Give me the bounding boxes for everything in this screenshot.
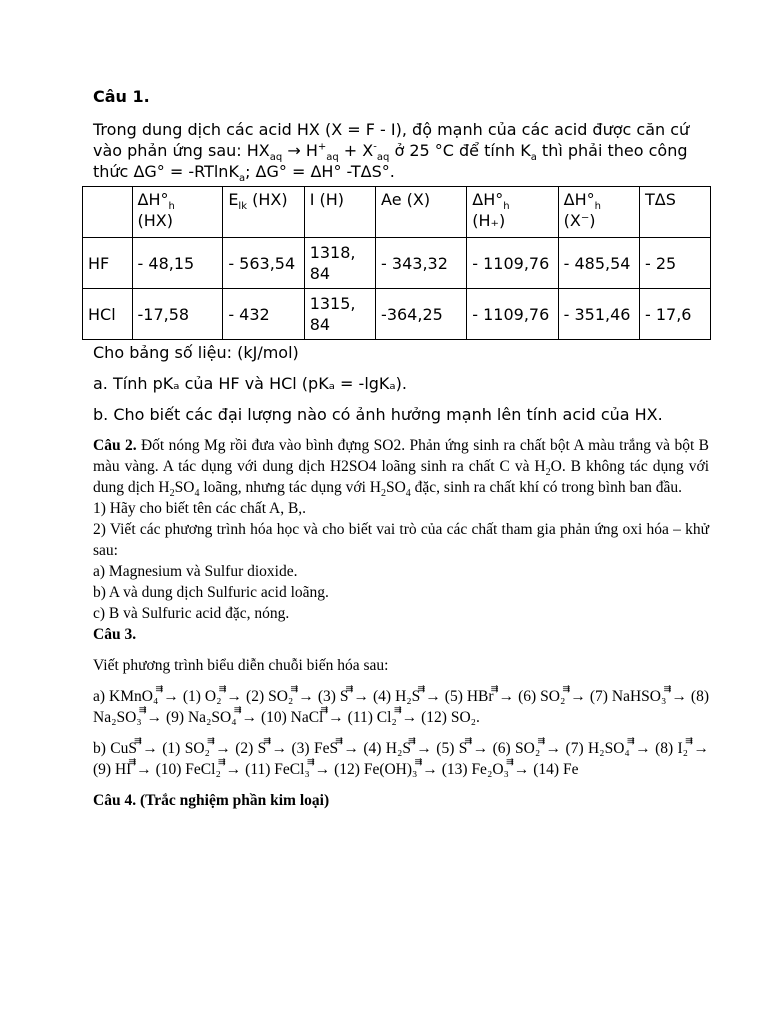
q2-text: Câu 2. Đốt nóng Mg rồi đưa vào bình đựng SO2. Phản ứng sinh ra chất bột A màu trắng và bột B màu vàng. A tác dụng với dung dịch H2SO4 loãng sinh ra chất C và $H_2O$. B không tác dụng với dung dịch $H_2SO_4$ loãng, nhưng tác dụng với $H_2SO_4$ đặc, sinh ra chất khí có trong bình ban đầu.	[93, 437, 709, 500]
q3-label: Câu 3.	[93, 626, 137, 643]
table-cell: - 485,54	[558, 238, 639, 289]
q4-label: Câu 4. (Trắc nghiệm phần kim loại)	[93, 792, 330, 809]
table-header-cell: $\Delta H^\circ_h$ (HX)	[132, 187, 223, 238]
table-header-cell	[83, 187, 133, 238]
q3-chain-a: a) KMnO₄ ⃗⃗⃗→ (1) O₂ ⃗⃗⃗→ (2) SO₂ ⃗⃗⃗→ (3) S ⃗⃗⃗→ (4) H₂S ⃗⃗⃗→ (5) HBr ⃗⃗⃗→ (6) SO₂ ⃗⃗⃗→ (7) NaHSO₃ ⃗⃗⃗→ (8) Na₂SO₃ ⃗⃗⃗→ (9) Na₂SO₄ ⃗⃗⃗→ (10) NaCl ⃗⃗⃗→ (11) Cl₂ ⃗⃗⃗→ (12) SO₂.	[93, 688, 709, 726]
table-cell: 1318, 84	[304, 238, 375, 289]
table-cell: -364,25	[376, 289, 467, 340]
table-cell: - 351,46	[558, 289, 639, 340]
thermo-data-table	[82, 186, 711, 340]
q1-data-note: Cho bảng số liệu: (kJ/mol)	[93, 343, 299, 362]
table-header-cell: Ae (X)	[376, 187, 467, 238]
table-header-cell: TΔS	[640, 187, 711, 238]
table-cell: - 17,6	[640, 289, 711, 340]
table-cell: - 432	[223, 289, 304, 340]
table-header-cell: I (H)	[304, 187, 375, 238]
table-cell: HF	[83, 238, 133, 289]
q1-title: Câu 1.	[93, 87, 150, 106]
q2-item-b: b) A và dung dịch Sulfuric acid loãng.	[93, 584, 329, 601]
table-cell: - 563,54	[223, 238, 304, 289]
table-cell: -17,58	[132, 289, 223, 340]
q2-label: Câu 2.	[93, 437, 137, 454]
q2-item-1: 1) Hãy cho biết tên các chất A, B,.	[93, 500, 307, 517]
q1-part-a: a. Tính pKₐ của HF và HCl (pKₐ = -lgKₐ).	[93, 374, 407, 393]
table-row	[83, 238, 711, 289]
table-header-cell: $\Delta H^\circ_h$ (H₊)	[467, 187, 558, 238]
table-cell: - 48,15	[132, 238, 223, 289]
q2-item-a: a) Magnesium và Sulfur dioxide.	[93, 563, 298, 580]
table-header-row	[83, 187, 711, 238]
table-header-cell: $E_{lk}$ (HX)	[223, 187, 304, 238]
q2-item-2: 2) Viết các phương trình hóa học và cho biết vai trò của các chất tham gia phản ứng oxi hóa – khử sau:	[93, 521, 709, 559]
document-page	[88, 86, 709, 811]
table-cell: HCl	[83, 289, 133, 340]
table-row	[83, 289, 711, 340]
q1-intro: Trong dung dịch các acid HX (X = F - I), độ mạnh của các acid được căn cứ vào phản ứng sau: $HX_{aq} \to H^+_{aq} + X^-_{aq}$ ở 25 °C để tính $K_a$ thì phải theo công thức ΔG° = -RTlnK$_a$; ΔG° = ΔH° -TΔS°.	[93, 120, 690, 185]
table-cell: 1315, 84	[304, 289, 375, 340]
table-header-cell: $\Delta H^\circ_h$ (X⁻)	[558, 187, 639, 238]
q3-chain-b: b) CuS ⃗⃗⃗→ (1) SO₂ ⃗⃗⃗→ (2) S ⃗⃗⃗→ (3) FeS ⃗⃗⃗→ (4) H₂S ⃗⃗⃗→ (5) S ⃗⃗⃗→ (6) SO₂ ⃗⃗⃗→ (7) H₂SO₄ ⃗⃗⃗→ (8) I₂ ⃗⃗⃗→ (9) HI ⃗⃗⃗→ (10) FeCl₂ ⃗⃗⃗→ (11) FeCl₃ ⃗⃗⃗→ (12) Fe(OH)₃ ⃗⃗⃗→ (13) Fe₂O₃ ⃗⃗⃗→ (14) Fe	[93, 740, 709, 778]
table-cell: - 25	[640, 238, 711, 289]
table-cell: - 1109,76	[467, 289, 558, 340]
q2-item-c: c) B và Sulfuric acid đặc, nóng.	[93, 605, 290, 622]
table-cell: - 1109,76	[467, 238, 558, 289]
q1-part-b: b. Cho biết các đại lượng nào có ảnh hưởng mạnh lên tính acid của HX.	[93, 405, 663, 424]
table-cell: - 343,32	[376, 238, 467, 289]
q3-instruction: Viết phương trình biểu diễn chuỗi biến hóa sau:	[93, 657, 389, 674]
